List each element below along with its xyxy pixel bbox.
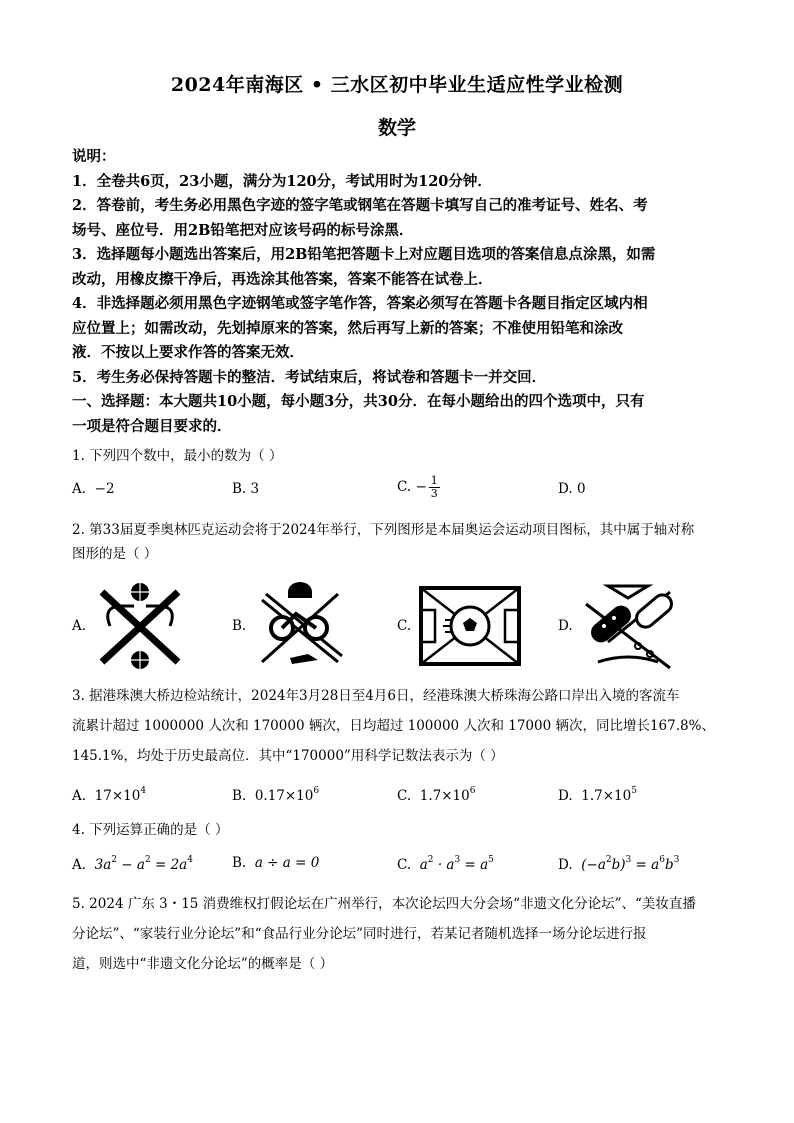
option-label: A. <box>72 618 87 634</box>
stem-line: 3. 据港珠澳大桥边检站统计，2024年3月28日至4月6日，经港珠澳大桥珠海公路口岸出入境的客流车 <box>72 688 680 704</box>
instruction-line: 场号、座位号．用2B铅笔把对应该号码的标号涂黑． <box>72 221 414 239</box>
question-2-icons <box>72 580 732 672</box>
option-d: D. 0 <box>558 481 586 497</box>
option-label: B. <box>232 618 247 634</box>
question-2-stem <box>72 518 732 566</box>
instruction-line: 4．非选择题必须用黑色字迹钢笔或签字笔作答，答案必须写在答题卡各题目指定区域内相 <box>72 295 648 312</box>
instruction-line: 改动，用橡皮擦干净后，再选涂其他答案，答案不能答在试卷上． <box>72 270 493 288</box>
question-1-options <box>72 474 732 507</box>
instruction-line: 2．答卷前，考生务必用黑色字迹的签字笔或钢笔在答题卡填写自己的准考证号、姓名、考 <box>72 197 648 214</box>
skateboard-icon <box>578 582 678 670</box>
option-d: D. $1.7\times 10^5$ <box>558 786 637 804</box>
stem-line: 分论坛”、“家装行业分论坛”和“食品行业分论坛”同时进行，若某记者随机选择一场分论坛进行报 <box>72 926 647 942</box>
option-d <box>558 580 708 672</box>
instructions <box>72 145 732 439</box>
exam-title: 2024年南海区 • 三水区初中毕业生适应性学业检测 <box>170 74 624 96</box>
option-a <box>72 580 222 672</box>
stem-line: 5. 2024 广东 3・15 消费维权打假论坛在广州举行，本次论坛四大分会场“非遗文化分论坛”、“美妆直播 <box>72 896 696 912</box>
stem-line: 图形的是（ ） <box>72 546 158 562</box>
instruction-line: 3．选择题每小题选出答案后，用2B铅笔把答题卡上对应题目选项的答案信息点涂黑，如需 <box>72 246 656 263</box>
stem-line: 道，则选中“非遗文化分论坛”的概率是（ ） <box>72 956 334 972</box>
section-heading-cont: 一项是符合题目要求的． <box>72 417 232 435</box>
option-a: A. $3a^2 - a^2 = 2a^4$ <box>72 855 193 873</box>
section-heading: 一、选择题：本大题共10小题，每小题3分，共30分．在每小题给出的四个选项中，只有 <box>72 393 645 410</box>
option-c: C. $1.7\times 10^6$ <box>397 786 476 804</box>
instructions-heading: 说明： <box>72 148 116 165</box>
instruction-line: 应位置上；如需改动，先划掉原来的答案，然后再写上新的答案；不准使用铅笔和涂改 <box>72 319 623 337</box>
option-c: C. $a^2 \cdot a^3 = a^5$ <box>397 855 494 873</box>
instruction-line: 1．全卷共6页，23小题，满分为120分，考试用时为120分钟． <box>72 172 492 190</box>
option-label: D. <box>558 618 573 634</box>
option-a: A. $17\times 10^4$ <box>72 786 147 804</box>
stem-line: 流累计超过 1000000 人次和 170000 辆次，日均超过 100000 人次和 17000 辆次，同比增长167.8%、 <box>72 718 715 734</box>
option-d: D. $(-a^2b)^3 = a^6b^3$ <box>558 855 680 873</box>
option-b: B. $0.17\times 10^6$ <box>232 786 320 804</box>
option-b <box>232 580 382 672</box>
stem-line: 2. 第33届夏季奥林匹克运动会将于2024年举行，下列图形是本届奥运会运动项目图标，其中属于轴对称 <box>72 522 695 538</box>
question-1-stem: 1. 下列四个数中，最小的数为（ ） <box>72 448 283 464</box>
question-4-options <box>72 855 732 881</box>
instruction-line: 5．考生务必保持答题卡的整洁．考试结束后，将试卷和答题卡一并交回． <box>72 368 547 386</box>
question-5-stem <box>72 892 732 976</box>
cycling-icon <box>250 582 350 670</box>
question-3-options <box>72 786 732 812</box>
question-3-stem <box>72 684 732 768</box>
fraction: $\frac{1}{3}$ <box>430 474 438 500</box>
option-c <box>397 580 547 672</box>
football-icon <box>415 582 525 670</box>
option-b: B. 3 <box>232 481 260 497</box>
instruction-line: 液．不按以上要求作答的答案无效． <box>72 344 304 361</box>
stem-line: 145.1%，均处于历史最高位．其中“170000”用科学记数法表示为（ ） <box>72 748 504 764</box>
subject-title: 数学 <box>377 117 416 139</box>
option-c: C. − $\frac{1}{3}$ <box>397 474 438 500</box>
question-4-stem: 4. 下列运算正确的是（ ） <box>72 822 229 838</box>
option-a: A. −2 <box>72 481 115 497</box>
basketball-icon <box>90 582 190 670</box>
option-b: B. a ÷ a = 0 <box>232 855 320 871</box>
option-label: C. <box>397 618 412 634</box>
